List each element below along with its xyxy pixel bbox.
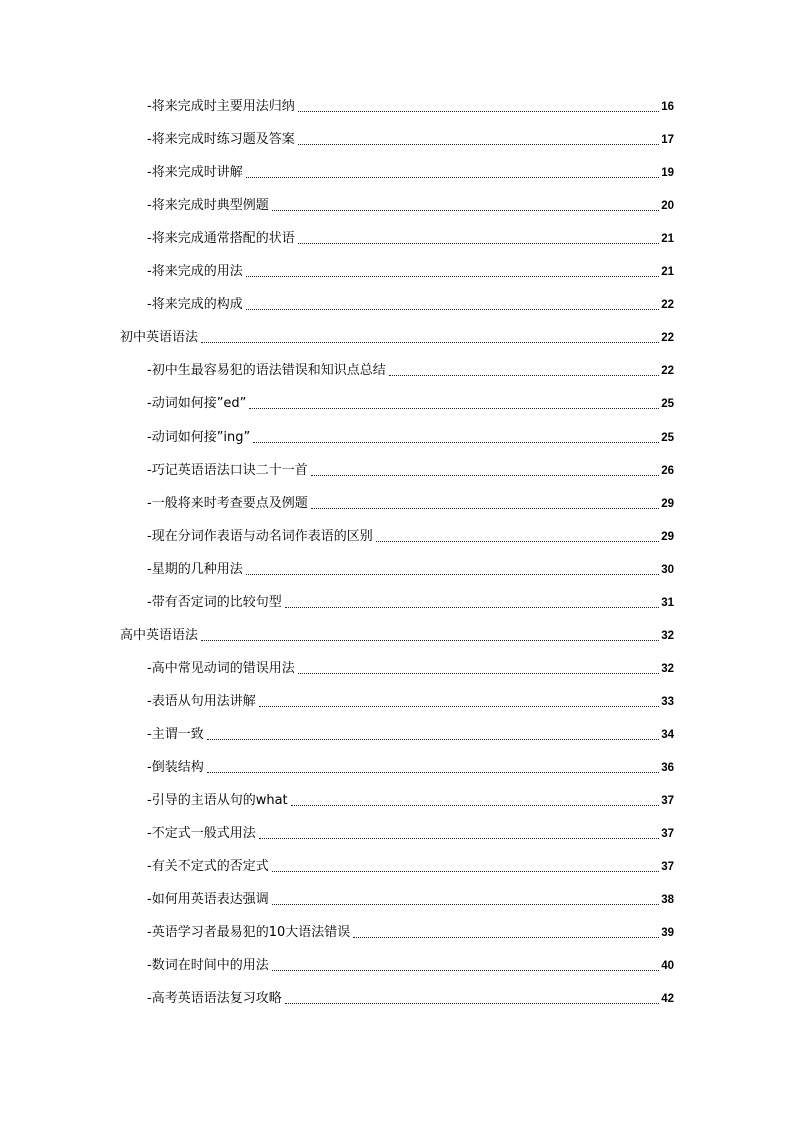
toc-page-number: 31 xyxy=(661,596,674,609)
toc-dot-leader xyxy=(259,838,660,839)
toc-subsection-entry[interactable] xyxy=(147,428,674,448)
toc-page-number: 22 xyxy=(661,365,674,378)
toc-subsection-entry[interactable] xyxy=(147,527,674,547)
toc-entry-title: -倒装结构 xyxy=(147,760,204,775)
toc-entry-title: -英语学习者最易犯的10大语法错误 xyxy=(147,925,351,941)
toc-dot-leader xyxy=(285,607,660,608)
toc-dot-leader xyxy=(285,1003,660,1004)
toc-entry-title: -高考英语语法复习攻略 xyxy=(147,991,282,1007)
toc-entry-title: -将来完成时典型例题 xyxy=(147,198,269,214)
toc-subsection-entry[interactable] xyxy=(147,593,674,613)
toc-subsection-entry[interactable] xyxy=(147,361,674,381)
toc-entry-title: -如何用英语表达强调 xyxy=(147,892,269,908)
toc-page-number: 30 xyxy=(661,563,674,576)
toc-subsection-entry[interactable] xyxy=(147,560,674,580)
toc-entry-title: -现在分词作表语与动名词作表语的区别 xyxy=(147,528,373,544)
toc-dot-leader xyxy=(298,673,660,674)
toc-subsection-entry[interactable] xyxy=(147,461,674,481)
toc-entry-title: 高中英语语法 xyxy=(120,627,199,643)
toc-entry-title: -将来完成的构成 xyxy=(147,297,243,313)
toc-dot-leader xyxy=(249,408,659,409)
toc-subsection-entry[interactable] xyxy=(147,923,674,943)
toc-subsection-entry[interactable] xyxy=(147,824,674,844)
toc-dot-leader xyxy=(376,541,660,542)
toc-entry-title: -动词如何接”ed” xyxy=(147,396,247,412)
toc-subsection-entry[interactable] xyxy=(147,130,674,150)
toc-entry-title: -将来完成时练习题及答案 xyxy=(147,132,295,148)
toc-entry-title: -主谓一致 xyxy=(147,726,204,742)
toc-entry-title: -将来完成通常搭配的状语 xyxy=(147,231,295,247)
toc-dot-leader xyxy=(389,375,660,376)
toc-subsection-entry[interactable] xyxy=(147,725,674,745)
toc-entry-title: -动词如何接”ing” xyxy=(147,429,251,445)
toc-dot-leader xyxy=(272,970,660,971)
toc-page-number: 22 xyxy=(661,332,674,345)
toc-page-number: 37 xyxy=(661,795,674,807)
toc-page-number: 21 xyxy=(661,266,674,279)
toc-dot-leader xyxy=(353,937,659,938)
toc-entry-title: -带有否定词的比较句型 xyxy=(147,594,282,610)
toc-page-number: 33 xyxy=(661,695,674,708)
toc-entry-title: -巧记英语语法口诀二十一首 xyxy=(147,462,308,478)
toc-entry-title: -引导的主语从句的what xyxy=(147,793,288,808)
toc-dot-leader xyxy=(207,739,660,740)
toc-dot-leader xyxy=(298,144,660,145)
toc-page-number: 32 xyxy=(661,662,674,675)
toc-page-number: 26 xyxy=(661,464,674,477)
toc-dot-leader xyxy=(207,772,660,773)
toc-subsection-entry[interactable] xyxy=(147,692,674,712)
toc-page-number: 42 xyxy=(661,993,674,1006)
toc-dot-leader xyxy=(311,475,660,476)
toc-page-number: 19 xyxy=(661,167,674,180)
toc-entry-title: -将来完成时讲解 xyxy=(147,165,243,181)
toc-dot-leader xyxy=(272,210,660,211)
toc-entry-title: -高中常见动词的错误用法 xyxy=(147,660,295,676)
toc-page-number: 34 xyxy=(661,728,674,741)
toc-entry-title: -将来完成时主要用法归纳 xyxy=(147,99,295,114)
toc-subsection-entry[interactable] xyxy=(147,163,674,183)
toc-page-number: 38 xyxy=(661,894,674,907)
toc-page-number: 32 xyxy=(661,629,674,642)
toc-dot-leader xyxy=(246,276,660,277)
toc-dot-leader xyxy=(272,904,660,905)
toc-subsection-entry[interactable] xyxy=(147,758,674,778)
toc-entry-title: -不定式一般式用法 xyxy=(147,826,256,842)
toc-subsection-entry[interactable] xyxy=(147,857,674,877)
toc-entry-title: -表语从句用法讲解 xyxy=(147,693,256,709)
toc-dot-leader xyxy=(298,243,660,244)
toc-dot-leader xyxy=(246,574,660,575)
toc-subsection-entry[interactable] xyxy=(147,196,674,216)
toc-dot-leader xyxy=(272,871,660,872)
toc-subsection-entry[interactable] xyxy=(147,262,674,282)
toc-subsection-entry[interactable] xyxy=(147,659,674,679)
toc-dot-leader xyxy=(201,342,659,343)
toc-dot-leader xyxy=(201,640,659,641)
toc-entry-title: -数词在时间中的用法 xyxy=(147,958,269,974)
toc-page-number: 22 xyxy=(661,299,674,312)
toc-dot-leader xyxy=(291,805,660,806)
toc-dot-leader xyxy=(259,706,660,707)
toc-page-number: 29 xyxy=(661,530,674,543)
toc-entry-title: -将来完成的用法 xyxy=(147,264,243,280)
toc-subsection-entry[interactable] xyxy=(147,494,674,514)
toc-subsection-entry[interactable] xyxy=(147,791,674,811)
toc-subsection-entry[interactable] xyxy=(147,229,674,249)
toc-entry-title: -初中生最容易犯的语法错误和知识点总结 xyxy=(147,363,386,379)
toc-page-number: 37 xyxy=(661,861,674,874)
toc-subsection-entry[interactable] xyxy=(147,97,674,117)
toc-entry-title: -一般将来时考查要点及例题 xyxy=(147,495,308,511)
toc-dot-leader xyxy=(253,442,659,443)
toc-page-number: 36 xyxy=(661,762,674,774)
toc-section-entry[interactable] xyxy=(120,626,674,646)
toc-page-number: 16 xyxy=(661,101,674,113)
toc-page-number: 40 xyxy=(661,960,674,973)
toc-entry-title: -有关不定式的否定式 xyxy=(147,859,269,875)
toc-page-number: 20 xyxy=(661,200,674,213)
toc-dot-leader xyxy=(246,177,660,178)
toc-subsection-entry[interactable] xyxy=(147,295,674,315)
toc-page-number: 17 xyxy=(661,134,674,147)
toc-page-number: 25 xyxy=(661,431,674,444)
toc-subsection-entry[interactable] xyxy=(147,394,674,414)
toc-subsection-entry[interactable] xyxy=(147,956,674,976)
toc-dot-leader xyxy=(298,111,660,112)
toc-subsection-entry[interactable] xyxy=(147,989,674,1009)
toc-dot-leader xyxy=(246,309,660,310)
toc-entry-title: 初中英语语法 xyxy=(120,330,199,346)
toc-section-entry[interactable] xyxy=(120,328,674,348)
toc-page-number: 29 xyxy=(661,497,674,510)
toc-dot-leader xyxy=(311,508,660,509)
toc-subsection-entry[interactable] xyxy=(147,890,674,910)
toc-page-number: 25 xyxy=(661,398,674,411)
toc-entry-title: -星期的几种用法 xyxy=(147,561,243,577)
toc-page-number: 37 xyxy=(661,828,674,841)
toc-page-number: 39 xyxy=(661,927,674,940)
toc-page-number: 21 xyxy=(661,233,674,246)
